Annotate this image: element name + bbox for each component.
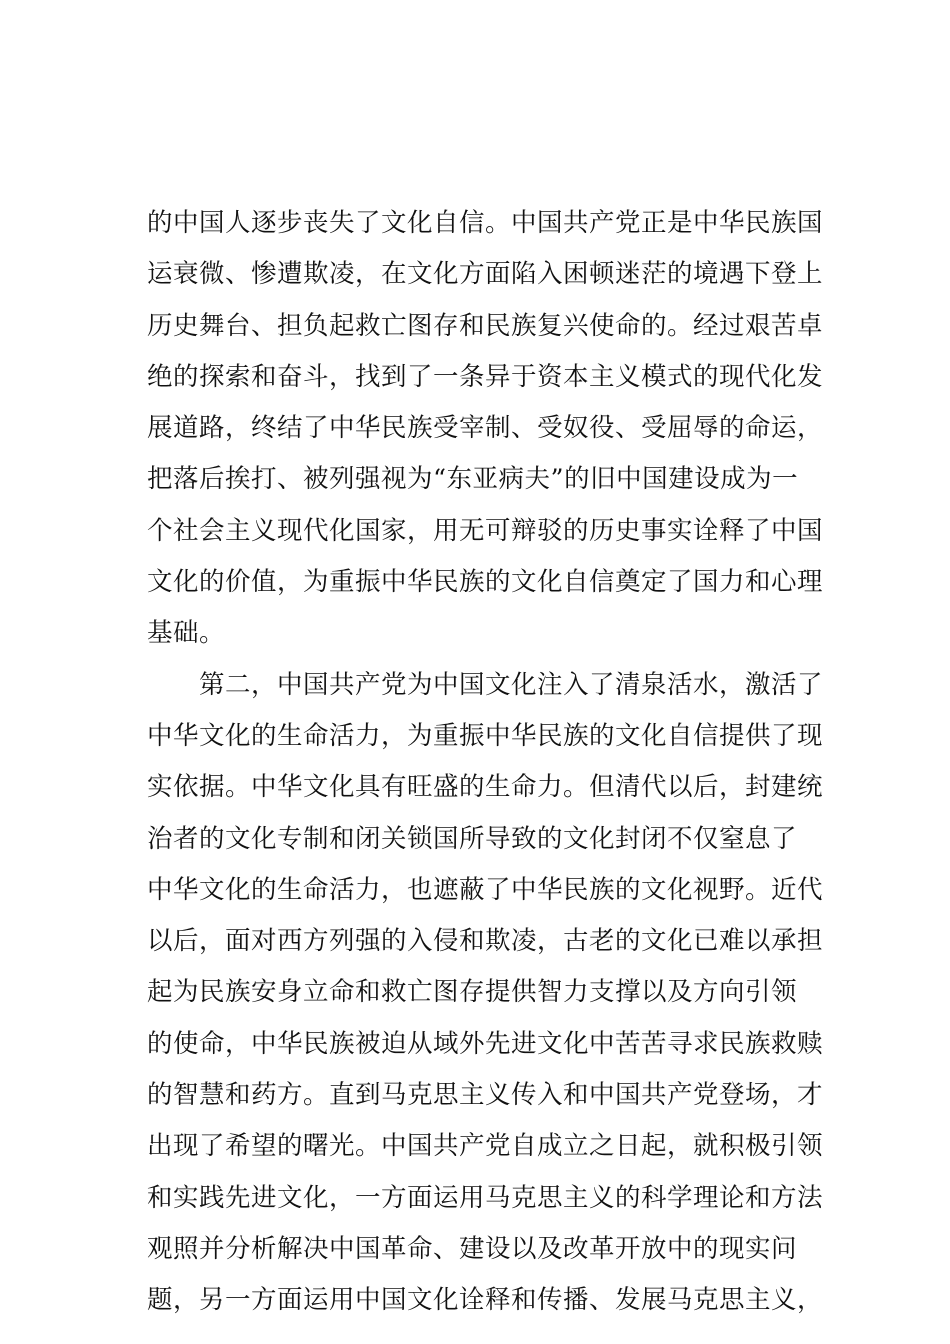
text-line: 的使命，中华民族被迫从域外先进文化中苦苦寻求民族救赎 (147, 1028, 824, 1059)
text-line: 实依据。中华文化具有旺盛的生命力。但清代以后，封建统 (147, 772, 824, 803)
text-line: 展道路，终结了中华民族受宰制、受奴役、受屈辱的命运， (147, 413, 824, 444)
text-line: 出现了希望的曙光。中国共产党自成立之日起，就积极引领 (147, 1131, 824, 1162)
text-line: 以后，面对西方列强的入侵和欺凌，古老的文化已难以承担 (147, 926, 824, 957)
text-line: 题，另一方面运用中国文化诠释和传播、发展马克思主义， (147, 1285, 824, 1316)
text-line: 起为民族安身立命和救亡图存提供智力支撑以及方向引领 (147, 977, 798, 1008)
text-line: 个社会主义现代化国家，用无可辩驳的历史事实诠释了中国 (147, 515, 824, 546)
text-line: 绝的探索和奋斗，找到了一条异于资本主义模式的现代化发 (147, 361, 824, 392)
text-line: 把落后挨打、被列强视为“东亚病夫”的旧中国建设成为一 (147, 464, 799, 495)
text-line: 治者的文化专制和闭关锁国所导致的文化封闭不仅窒息了 (147, 823, 798, 854)
text-line: 历史舞台、担负起救亡图存和民族复兴使命的。经过艰苦卓 (147, 310, 824, 341)
paragraph-start-line: 第二，中国共产党为中国文化注入了清泉活水，激活了 (199, 669, 824, 700)
text-line: 基础。 (147, 618, 226, 649)
text-line: 运衰微、惨遭欺凌，在文化方面陷入困顿迷茫的境遇下登上 (147, 259, 824, 290)
text-line: 中华文化的生命活力，也遮蔽了中华民族的文化视野。近代 (147, 874, 824, 905)
text-line: 和实践先进文化，一方面运用马克思主义的科学理论和方法 (147, 1182, 824, 1213)
text-line: 中华文化的生命活力，为重振中华民族的文化自信提供了现 (147, 720, 824, 751)
text-line: 的智慧和药方。直到马克思主义传入和中国共产党登场，才 (147, 1080, 824, 1111)
text-line: 文化的价值，为重振中华民族的文化自信奠定了国力和心理 (147, 567, 824, 598)
text-line: 观照并分析解决中国革命、建设以及改革开放中的现实问 (147, 1233, 798, 1264)
text-line: 的中国人逐步丧失了文化自信。中国共产党正是中华民族国 (147, 208, 824, 238)
body-text (147, 198, 824, 1327)
